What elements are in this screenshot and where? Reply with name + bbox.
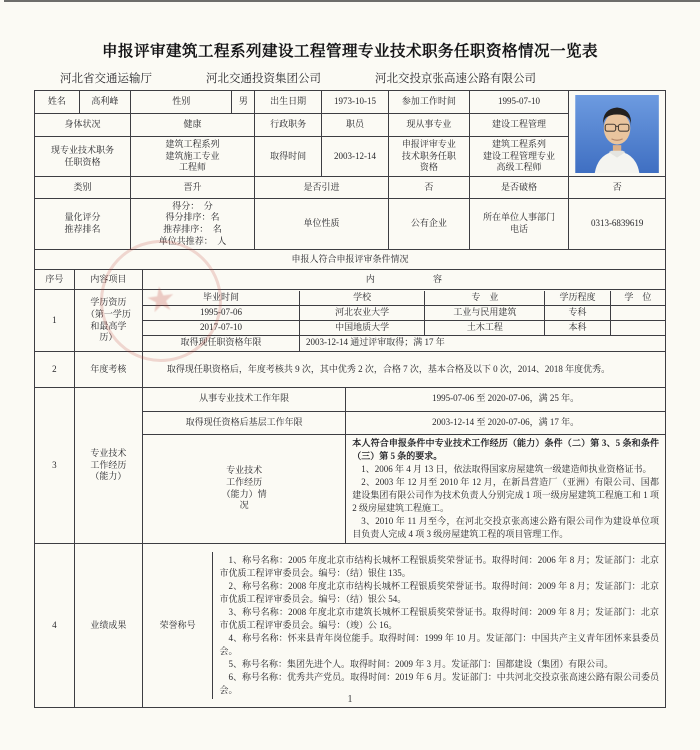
name-value: 高利峰 xyxy=(79,91,130,114)
experience-summary: 本人符合申报条件中专业技术工作经历（能力）条件（二）第 3、5 条和条件（三）第 5 条的要求。 xyxy=(352,437,659,461)
unit-type-value: 公有企业 xyxy=(388,199,469,250)
health-label: 身体状况 xyxy=(35,114,131,137)
col-header-no: 序号 xyxy=(35,270,75,290)
scan-artifact-line xyxy=(4,0,700,2)
experience-item: 3、2010 年 11 月至今，在河北交投京张高速公路有限公司作为建设单位项目负责人完成 4 项 3 级房屋建筑工程的项目管理工作。 xyxy=(352,515,659,539)
exception-label: 是否破格 xyxy=(469,177,569,199)
honor-item: 6、称号名称：优秀共产党员。取得时间：2019 年 6 月。发证部门：中共河北交投京张高速公路有限公司委员会。 xyxy=(219,672,659,696)
introduced-label: 是否引进 xyxy=(255,177,389,199)
gender-value: 男 xyxy=(232,91,255,114)
conditions-section-title: 申报人符合申报评审条件情况 xyxy=(35,250,666,270)
tenure-value: 2003-12-14 通过评审取得；满 17 年 xyxy=(306,337,445,348)
achievements-label: 业绩成果 xyxy=(74,543,142,707)
experience-label: 专业技术 工作经历 （能力） xyxy=(74,388,142,544)
org-name-1: 河北省交通运输厅 xyxy=(60,73,152,85)
annual-review-label: 年度考核 xyxy=(74,352,142,388)
achievements-subtable xyxy=(143,552,665,700)
col-header-item: 内容项目 xyxy=(74,270,142,290)
gender-label: 性别 xyxy=(130,91,232,114)
basic-info-table xyxy=(34,90,666,270)
conditions-table xyxy=(34,269,666,708)
page-number: 1 xyxy=(347,694,353,705)
edu-header-major: 专 业 xyxy=(425,291,545,306)
profession-value: 建设工程管理 xyxy=(469,114,569,137)
id-photo-cell xyxy=(569,91,666,177)
edu-header-degree-level: 学历程度 xyxy=(545,291,610,306)
org-name-3: 河北交投京张高速公路有限公司 xyxy=(375,73,536,85)
grassroots-years-label: 取得现任资格后基层工作年限 xyxy=(143,411,346,434)
admin-post-value: 职员 xyxy=(322,114,389,137)
experience-content xyxy=(142,388,665,544)
tech-years-label: 从事专业技术工作年限 xyxy=(143,388,346,411)
honor-item: 1、称号名称：2005 年度北京市结构长城杯工程银质奖荣誉证书。取得时间：2006 年 8 月；发证部门：北京市优质工程评审委员会。编号：（结）银住 135。 xyxy=(219,554,659,578)
row-no-achievements: 4 xyxy=(35,543,75,707)
birth-label: 出生日期 xyxy=(255,91,322,114)
id-photo xyxy=(574,95,660,173)
hr-phone-value: 0313-6839619 xyxy=(569,199,666,250)
tenure-label: 取得现任职资格年限 xyxy=(143,336,300,351)
experience-detail-label: 专业技术 工作经历 （能力）情 况 xyxy=(143,434,346,543)
row-no-annual: 2 xyxy=(35,352,75,388)
honor-item: 4、称号名称：怀来县青年岗位能手。取得时间：1999 年 10 月。发证部门：中国共产主义青年团怀来县委员会。 xyxy=(219,632,659,656)
experience-item: 1、2006 年 4 月 13 日，依法取得国家房屋建筑一级建造师执业资格证书。 xyxy=(361,463,652,474)
current-title-label: 现专业技术职务 任职资格 xyxy=(35,137,131,177)
experience-detail-content xyxy=(346,434,665,543)
edu-header-degree: 学 位 xyxy=(610,291,665,306)
education-subtable xyxy=(143,291,665,351)
apply-title-value: 建筑工程系列 建设工程管理专业 高级工程师 xyxy=(469,137,569,177)
work-start-label: 参加工作时间 xyxy=(388,91,469,114)
row-no-experience: 3 xyxy=(35,388,75,544)
seal-star-icon: ★ xyxy=(143,280,179,321)
org-name-2: 河北交通投资集团公司 xyxy=(206,73,321,85)
edu-header-school: 学校 xyxy=(300,291,425,306)
category-label: 类别 xyxy=(35,177,131,199)
annual-review-content: 取得现任职资格后，年度考核共 9 次，其中优秀 2 次，合格 7 次，基本合格及以下 0 次，2014、2018 年度优秀。 xyxy=(142,352,665,388)
honor-title-label: 荣誉称号 xyxy=(143,552,213,700)
obtain-time-value: 2003-12-14 xyxy=(322,137,389,177)
unit-type-label: 单位性质 xyxy=(255,199,389,250)
work-start-value: 1995-07-10 xyxy=(469,91,569,114)
exception-value: 否 xyxy=(569,177,666,199)
honors-list xyxy=(213,552,665,700)
achievements-content xyxy=(142,543,665,707)
introduced-value: 否 xyxy=(388,177,469,199)
experience-subtable xyxy=(143,388,665,543)
apply-title-label: 申报评审专业 技术职务任职 资格 xyxy=(388,137,469,177)
birth-value: 1973-10-15 xyxy=(322,91,389,114)
grassroots-years-value: 2003-12-14 至 2020-07-06，满 17 年。 xyxy=(346,411,665,434)
current-title-value: 建筑工程系列 建筑施工专业 工程师 xyxy=(130,137,254,177)
education-content xyxy=(142,290,665,352)
quant-score-value: 得分： 分 得分排序：名 推荐排序： 名 单位共推荐： 人 xyxy=(130,199,254,250)
honor-item: 5、称号名称：集团先进个人。取得时间：2009 年 3 月。发证部门：国都建设（集团）有限公司。 xyxy=(228,658,614,669)
tech-years-value: 1995-07-06 至 2020-07-06，满 25 年。 xyxy=(346,388,665,411)
obtain-time-label: 取得时间 xyxy=(255,137,322,177)
name-label: 姓名 xyxy=(35,91,80,114)
edu-header-grad-time: 毕业时间 xyxy=(143,291,300,306)
page-title: 申报评审建筑工程系列建设工程管理专业技术职务任职资格情况一览表 xyxy=(101,43,598,60)
experience-item: 2、2003 年 12 月至 2010 年 12 月，在新昌营造厂（亚洲）有限公司、国都建设集团有限公司作为技术负责人分别完成 1 项一级房屋建筑工程施工和 1 项 2 级房屋建筑工程施工。 xyxy=(352,476,659,513)
admin-post-label: 行政职务 xyxy=(255,114,322,137)
education-record-row: 1995-07-06 河北农业大学 工业与民用建筑 专科 xyxy=(143,306,665,321)
education-record-row: 2017-07-10 中国地质大学 土木工程 本科 xyxy=(143,321,665,336)
row-no-education: 1 xyxy=(35,290,75,352)
document-sheet xyxy=(34,42,666,708)
profession-label: 现从事专业 xyxy=(388,114,469,137)
quant-score-label: 量化评分 推荐排名 xyxy=(35,199,131,250)
organization-line xyxy=(34,71,666,87)
health-value: 健康 xyxy=(130,114,254,137)
education-label: 学历资历 （第一学历 和最高学 历） xyxy=(74,290,142,352)
honor-item: 2、称号名称：2008 年度北京市结构长城杯工程银质奖荣誉证书。取得时间：2009 年 8 月；发证部门：北京市优质工程评审委员会。编号：（结）银公 54。 xyxy=(219,580,659,604)
hr-phone-label: 所在单位人事部门 电话 xyxy=(469,199,569,250)
honor-item: 3、称号名称：2008 年度北京市建筑长城杯工程银质奖荣誉证书。取得时间：2009 年 8 月；发证部门：北京市优质工程评审委员会。编号：（竣）公 16。 xyxy=(219,606,659,630)
col-header-content: 内 容 xyxy=(142,270,665,290)
category-value: 晋升 xyxy=(130,177,254,199)
